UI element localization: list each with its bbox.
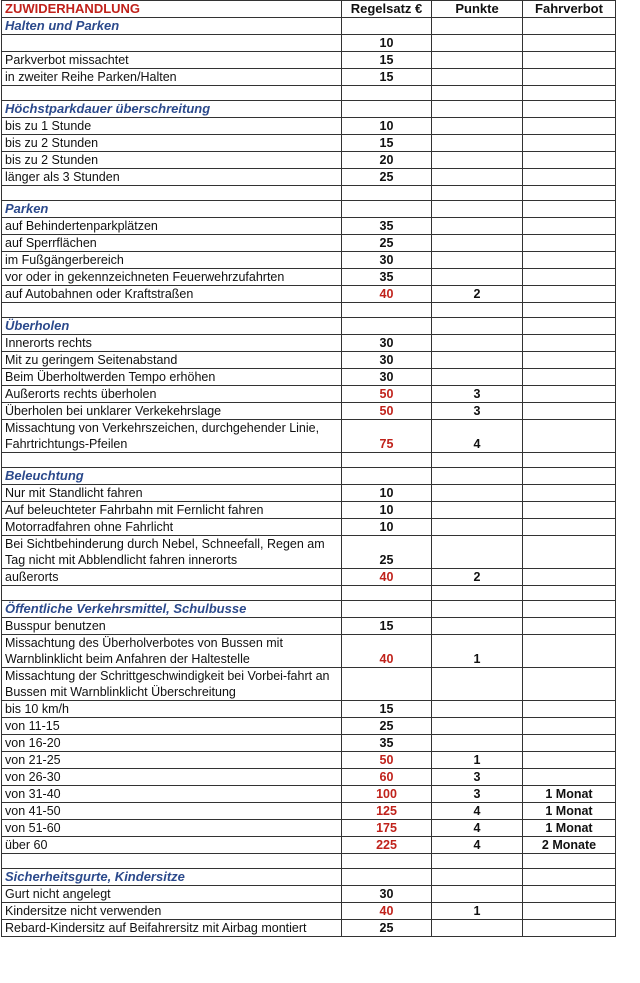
empty-cell: [523, 18, 616, 35]
points-value: [432, 169, 523, 186]
driving-ban-value: [523, 152, 616, 169]
spacer-row: [2, 854, 616, 869]
section-row: [2, 318, 616, 335]
violation-description: Außerorts rechts überholen: [2, 386, 342, 403]
points-value: [432, 152, 523, 169]
violation-description: Bei Sichtbehinderung durch Nebel, Schneefall, Regen am Tag nicht mit Abblendlicht fahren innerorts: [2, 536, 342, 569]
table-row: [2, 519, 616, 536]
driving-ban-value: 1 Monat: [523, 786, 616, 803]
fine-amount: 225: [342, 837, 432, 854]
table-row: [2, 352, 616, 369]
points-value: [432, 701, 523, 718]
section-row: [2, 601, 616, 618]
fine-amount: 40: [342, 903, 432, 920]
table-row: [2, 118, 616, 135]
empty-cell: [523, 101, 616, 118]
violation-description: Gurt nicht angelegt: [2, 886, 342, 903]
spacer-row: [2, 86, 616, 101]
points-value: [432, 352, 523, 369]
violation-description: Parkverbot missachtet: [2, 52, 342, 69]
points-value: [432, 668, 523, 701]
fine-amount: 35: [342, 735, 432, 752]
violation-description: auf Autobahnen oder Kraftstraßen: [2, 286, 342, 303]
empty-cell: [432, 468, 523, 485]
violation-description: in zweiter Reihe Parken/Halten: [2, 69, 342, 86]
fine-amount: 125: [342, 803, 432, 820]
fine-amount: 25: [342, 718, 432, 735]
section-row: [2, 869, 616, 886]
table-row: [2, 485, 616, 502]
table-row: [2, 618, 616, 635]
spacer-cell: [342, 586, 432, 601]
driving-ban-value: [523, 735, 616, 752]
empty-cell: [432, 318, 523, 335]
fine-amount: 30: [342, 252, 432, 269]
table-row: [2, 886, 616, 903]
table-row: [2, 218, 616, 235]
violation-description: Innerorts rechts: [2, 335, 342, 352]
table-row: [2, 820, 616, 837]
header-punkte: Punkte: [432, 1, 523, 18]
driving-ban-value: [523, 886, 616, 903]
points-value: [432, 920, 523, 937]
spacer-cell: [342, 453, 432, 468]
violation-description: bis zu 1 Stunde: [2, 118, 342, 135]
points-value: [432, 52, 523, 69]
spacer-cell: [523, 303, 616, 318]
violation-description: von 16-20: [2, 735, 342, 752]
driving-ban-value: [523, 169, 616, 186]
points-value: [432, 335, 523, 352]
table-row: [2, 502, 616, 519]
points-value: [432, 35, 523, 52]
table-row: [2, 52, 616, 69]
points-value: [432, 135, 523, 152]
driving-ban-value: 1 Monat: [523, 803, 616, 820]
driving-ban-value: [523, 420, 616, 453]
driving-ban-value: [523, 135, 616, 152]
points-value: [432, 218, 523, 235]
driving-ban-value: [523, 769, 616, 786]
driving-ban-value: [523, 635, 616, 668]
violation-description: Missachtung des Überholverbotes von Bussen mit Warnblinklicht beim Anfahren der Haltestelle: [2, 635, 342, 668]
fine-amount: 10: [342, 118, 432, 135]
fine-amount: 30: [342, 335, 432, 352]
table-row: [2, 169, 616, 186]
violation-description: vor oder in gekennzeichneten Feuerwehrzufahrten: [2, 269, 342, 286]
fine-amount: 15: [342, 701, 432, 718]
fine-amount: 30: [342, 886, 432, 903]
section-title: Parken: [2, 201, 342, 218]
section-title: Überholen: [2, 318, 342, 335]
points-value: 3: [432, 769, 523, 786]
spacer-cell: [523, 186, 616, 201]
violation-description: bis zu 2 Stunden: [2, 152, 342, 169]
violation-description: Mit zu geringem Seitenabstand: [2, 352, 342, 369]
header-fahrverbot: Fahrverbot: [523, 1, 616, 18]
fine-amount: 15: [342, 69, 432, 86]
fine-amount: 40: [342, 286, 432, 303]
section-title: Beleuchtung: [2, 468, 342, 485]
points-value: 4: [432, 837, 523, 854]
section-title: Öffentliche Verkehrsmittel, Schulbusse: [2, 601, 342, 618]
table-row: [2, 920, 616, 937]
empty-cell: [342, 601, 432, 618]
fine-amount: 25: [342, 169, 432, 186]
points-value: [432, 235, 523, 252]
empty-cell: [432, 601, 523, 618]
fine-amount: 10: [342, 35, 432, 52]
table-row: [2, 718, 616, 735]
fine-amount: 10: [342, 519, 432, 536]
spacer-cell: [2, 586, 342, 601]
spacer-cell: [342, 186, 432, 201]
points-value: [432, 252, 523, 269]
table-row: [2, 752, 616, 769]
driving-ban-value: [523, 920, 616, 937]
fine-amount: 175: [342, 820, 432, 837]
table-row: [2, 803, 616, 820]
driving-ban-value: [523, 536, 616, 569]
points-value: 1: [432, 635, 523, 668]
points-value: 2: [432, 569, 523, 586]
spacer-cell: [432, 453, 523, 468]
fine-amount: 75: [342, 420, 432, 453]
points-value: [432, 886, 523, 903]
points-value: [432, 718, 523, 735]
table-row: [2, 386, 616, 403]
spacer-cell: [2, 303, 342, 318]
spacer-cell: [342, 303, 432, 318]
points-value: 4: [432, 803, 523, 820]
table-row: [2, 769, 616, 786]
driving-ban-value: [523, 269, 616, 286]
driving-ban-value: [523, 286, 616, 303]
header-title: ZUWIDERHANDLUNG: [2, 1, 342, 18]
driving-ban-value: [523, 218, 616, 235]
empty-cell: [342, 869, 432, 886]
violation-description: Motorradfahren ohne Fahrlicht: [2, 519, 342, 536]
fine-amount: 40: [342, 569, 432, 586]
table-row: [2, 569, 616, 586]
points-value: 4: [432, 420, 523, 453]
spacer-row: [2, 186, 616, 201]
fine-amount: 15: [342, 135, 432, 152]
violation-description: im Fußgängerbereich: [2, 252, 342, 269]
points-value: [432, 369, 523, 386]
driving-ban-value: [523, 335, 616, 352]
points-value: [432, 269, 523, 286]
fine-amount: 25: [342, 536, 432, 569]
driving-ban-value: [523, 502, 616, 519]
header-row: [2, 1, 616, 18]
section-row: [2, 468, 616, 485]
table-row: [2, 286, 616, 303]
violation-description: [2, 35, 342, 52]
fine-amount: 20: [342, 152, 432, 169]
spacer-cell: [2, 854, 342, 869]
fine-amount: 35: [342, 269, 432, 286]
section-title: Sicherheitsgurte, Kindersitze: [2, 869, 342, 886]
fine-amount: [342, 668, 432, 701]
spacer-cell: [432, 854, 523, 869]
spacer-cell: [523, 854, 616, 869]
driving-ban-value: [523, 668, 616, 701]
points-value: 1: [432, 752, 523, 769]
points-value: [432, 536, 523, 569]
table-row: [2, 135, 616, 152]
fine-amount: 25: [342, 920, 432, 937]
table-row: [2, 235, 616, 252]
violation-description: bis 10 km/h: [2, 701, 342, 718]
empty-cell: [342, 318, 432, 335]
spacer-cell: [523, 86, 616, 101]
fines-body: [2, 18, 616, 937]
table-row: [2, 536, 616, 569]
violation-description: außerorts: [2, 569, 342, 586]
spacer-cell: [2, 186, 342, 201]
spacer-cell: [523, 586, 616, 601]
driving-ban-value: [523, 903, 616, 920]
points-value: 3: [432, 403, 523, 420]
points-value: 3: [432, 386, 523, 403]
driving-ban-value: [523, 69, 616, 86]
violation-description: Rebard-Kindersitz auf Beifahrersitz mit Airbag montiert: [2, 920, 342, 937]
points-value: 3: [432, 786, 523, 803]
empty-cell: [342, 201, 432, 218]
driving-ban-value: [523, 485, 616, 502]
violation-description: länger als 3 Stunden: [2, 169, 342, 186]
section-title: Höchstparkdauer überschreitung: [2, 101, 342, 118]
section-title: Halten und Parken: [2, 18, 342, 35]
table-row: [2, 369, 616, 386]
spacer-cell: [2, 86, 342, 101]
fine-amount: 10: [342, 485, 432, 502]
table-row: [2, 335, 616, 352]
empty-cell: [523, 468, 616, 485]
table-row: [2, 420, 616, 453]
points-value: [432, 618, 523, 635]
violation-description: bis zu 2 Stunden: [2, 135, 342, 152]
table-row: [2, 252, 616, 269]
violation-description: von 31-40: [2, 786, 342, 803]
driving-ban-value: [523, 386, 616, 403]
table-row: [2, 69, 616, 86]
section-row: [2, 101, 616, 118]
driving-ban-value: [523, 352, 616, 369]
spacer-cell: [432, 586, 523, 601]
fine-amount: 50: [342, 403, 432, 420]
fine-amount: 30: [342, 352, 432, 369]
spacer-cell: [342, 854, 432, 869]
violation-description: auf Sperrflächen: [2, 235, 342, 252]
empty-cell: [432, 201, 523, 218]
violation-description: Überholen bei unklarer Verkekehrslage: [2, 403, 342, 420]
table-row: [2, 635, 616, 668]
fine-amount: 10: [342, 502, 432, 519]
points-value: [432, 735, 523, 752]
fine-amount: 100: [342, 786, 432, 803]
violation-description: von 11-15: [2, 718, 342, 735]
table-row: [2, 701, 616, 718]
fine-amount: 60: [342, 769, 432, 786]
fine-amount: 15: [342, 618, 432, 635]
table-row: [2, 668, 616, 701]
fine-amount: 30: [342, 369, 432, 386]
spacer-cell: [432, 186, 523, 201]
driving-ban-value: [523, 618, 616, 635]
table-row: [2, 269, 616, 286]
table-row: [2, 837, 616, 854]
points-value: [432, 502, 523, 519]
fine-amount: 40: [342, 635, 432, 668]
empty-cell: [523, 201, 616, 218]
empty-cell: [432, 18, 523, 35]
points-value: [432, 485, 523, 502]
fines-table: [1, 0, 616, 937]
violation-description: Missachtung der Schrittgeschwindigkeit bei Vorbei-fahrt an Bussen mit Warnblinklicht Überschreitung: [2, 668, 342, 701]
driving-ban-value: [523, 718, 616, 735]
violation-description: von 21-25: [2, 752, 342, 769]
violation-description: auf Behindertenparkplätzen: [2, 218, 342, 235]
driving-ban-value: [523, 252, 616, 269]
spacer-cell: [432, 303, 523, 318]
points-value: [432, 519, 523, 536]
driving-ban-value: [523, 701, 616, 718]
spacer-cell: [2, 453, 342, 468]
violation-description: über 60: [2, 837, 342, 854]
empty-cell: [523, 318, 616, 335]
violation-description: Kindersitze nicht verwenden: [2, 903, 342, 920]
driving-ban-value: 1 Monat: [523, 820, 616, 837]
points-value: 4: [432, 820, 523, 837]
driving-ban-value: [523, 569, 616, 586]
driving-ban-value: [523, 118, 616, 135]
table-row: [2, 786, 616, 803]
empty-cell: [523, 601, 616, 618]
driving-ban-value: [523, 52, 616, 69]
empty-cell: [432, 101, 523, 118]
violation-description: Nur mit Standlicht fahren: [2, 485, 342, 502]
spacer-cell: [432, 86, 523, 101]
header-regelsatz: Regelsatz €: [342, 1, 432, 18]
driving-ban-value: [523, 519, 616, 536]
fine-amount: 50: [342, 752, 432, 769]
fine-amount: 15: [342, 52, 432, 69]
spacer-row: [2, 453, 616, 468]
section-row: [2, 201, 616, 218]
empty-cell: [523, 869, 616, 886]
spacer-cell: [342, 86, 432, 101]
driving-ban-value: 2 Monate: [523, 837, 616, 854]
empty-cell: [342, 101, 432, 118]
points-value: [432, 69, 523, 86]
driving-ban-value: [523, 35, 616, 52]
points-value: [432, 118, 523, 135]
table-row: [2, 735, 616, 752]
violation-description: von 26-30: [2, 769, 342, 786]
table-row: [2, 403, 616, 420]
empty-cell: [342, 18, 432, 35]
fine-amount: 25: [342, 235, 432, 252]
violation-description: Missachtung von Verkehrszeichen, durchgehender Linie, Fahrtrichtungs-Pfeilen: [2, 420, 342, 453]
spacer-row: [2, 303, 616, 318]
driving-ban-value: [523, 403, 616, 420]
driving-ban-value: [523, 369, 616, 386]
empty-cell: [342, 468, 432, 485]
spacer-row: [2, 586, 616, 601]
driving-ban-value: [523, 752, 616, 769]
violation-description: Beim Überholtwerden Tempo erhöhen: [2, 369, 342, 386]
points-value: 2: [432, 286, 523, 303]
fine-amount: 50: [342, 386, 432, 403]
points-value: 1: [432, 903, 523, 920]
section-row: [2, 18, 616, 35]
empty-cell: [432, 869, 523, 886]
fines-table-wrapper: [1, 0, 615, 937]
violation-description: Auf beleuchteter Fahrbahn mit Fernlicht fahren: [2, 502, 342, 519]
table-row: [2, 903, 616, 920]
table-row: [2, 35, 616, 52]
fine-amount: 35: [342, 218, 432, 235]
spacer-cell: [523, 453, 616, 468]
driving-ban-value: [523, 235, 616, 252]
violation-description: Busspur benutzen: [2, 618, 342, 635]
violation-description: von 41-50: [2, 803, 342, 820]
violation-description: von 51-60: [2, 820, 342, 837]
table-row: [2, 152, 616, 169]
